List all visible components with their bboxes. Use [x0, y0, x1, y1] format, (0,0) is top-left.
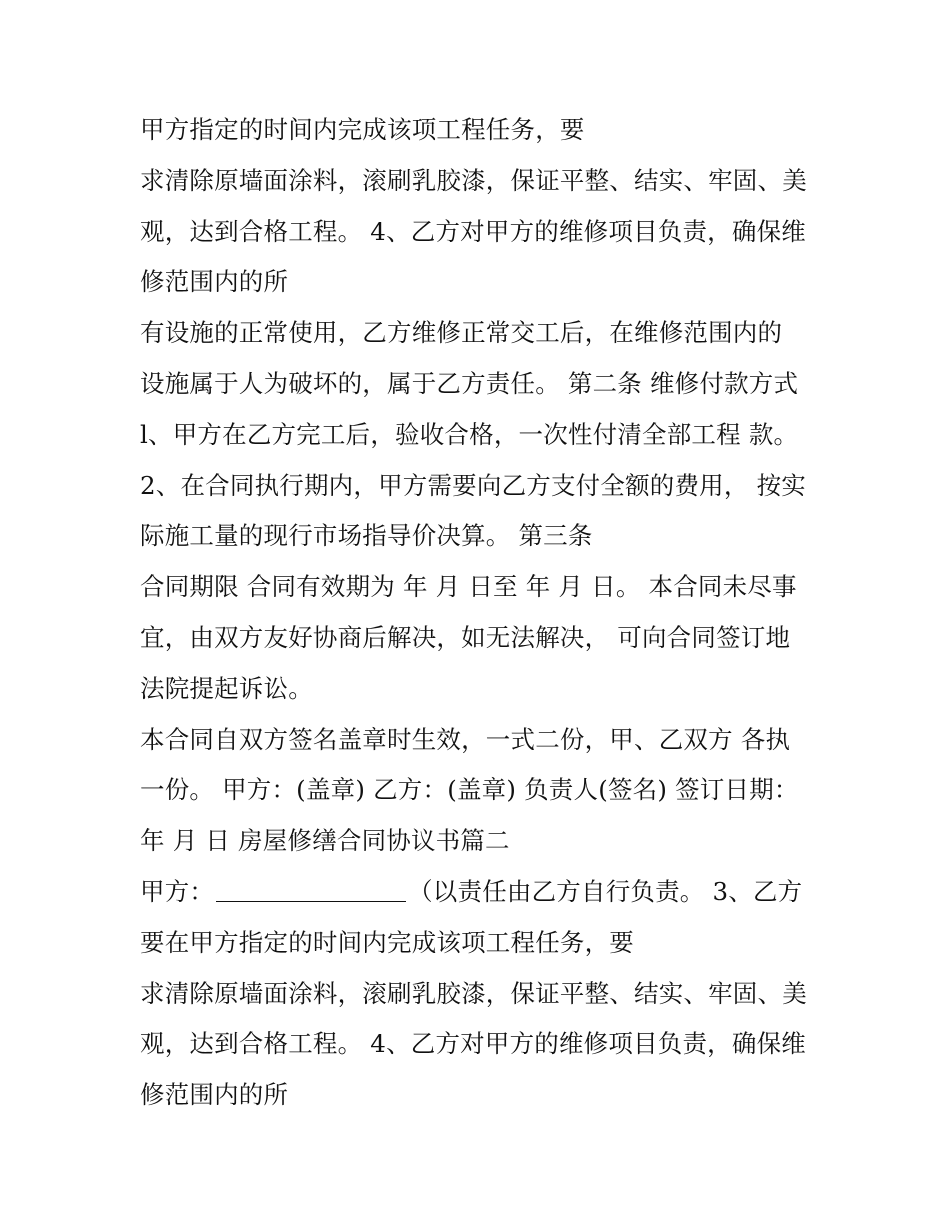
text-line: 2、在合同执行期内，甲方需要向乙方支付全额的费用， 按实: [140, 470, 806, 500]
text-line: 有设施的正常使用，乙方维修正常交工后，在维修范围内的: [140, 318, 783, 348]
document-body: [140, 105, 840, 1121]
text-line: 本合同自双方签名盖章时生效，一式二份，甲、乙双方 各执: [140, 724, 791, 754]
text-line: 修范围内的所: [140, 267, 289, 297]
text-line: 宜，由双方友好协商后解决，如无法解决， 可向合同签订地: [140, 622, 791, 652]
text-line: 设施属于人为破坏的，属于乙方责任。 第二条 维修付款方式: [140, 368, 799, 398]
text-line: 法院提起诉讼。: [140, 673, 313, 703]
text-line: 合同期限 合同有效期为 年 月 日至 年 月 日。 本合同未尽事: [140, 572, 797, 602]
text-line: l、甲方在乙方完工后，验收合格，一次性付清全部工程 款。: [140, 419, 799, 449]
text-line: 观，达到合格工程。 4、乙方对甲方的维修项目负责，确保维: [140, 1029, 806, 1059]
text-line: 一份。 甲方：(盖章) 乙方：(盖章) 负责人(签名) 签订日期：: [140, 775, 799, 805]
text-line: 观，达到合格工程。 4、乙方对甲方的维修项目负责，确保维: [140, 216, 806, 246]
text-line: 求清除原墙面涂料，滚刷乳胶漆，保证平整、结实、牢固、美: [140, 978, 807, 1008]
text-line: 际施工量的现行市场指导价决算。 第三条: [140, 521, 593, 551]
text-line: 要在甲方指定的时间内完成该项工程任务，要: [140, 927, 634, 957]
text-line: 求清除原墙面涂料，滚刷乳胶漆，保证平整、结实、牢固、美: [140, 165, 807, 195]
party-a-label: 甲方：: [140, 876, 215, 906]
party-a-line: [140, 867, 840, 918]
text-line: 年 月 日 房屋修缮合同协议书篇二: [140, 826, 510, 856]
text-line: 修范围内的所: [140, 1080, 289, 1110]
party-a-blank-field: [216, 875, 406, 902]
text-line: 甲方指定的时间内完成该项工程任务，要: [140, 115, 585, 144]
party-a-line-rest: （以责任由乙方自行负责。 3、乙方: [408, 876, 803, 906]
